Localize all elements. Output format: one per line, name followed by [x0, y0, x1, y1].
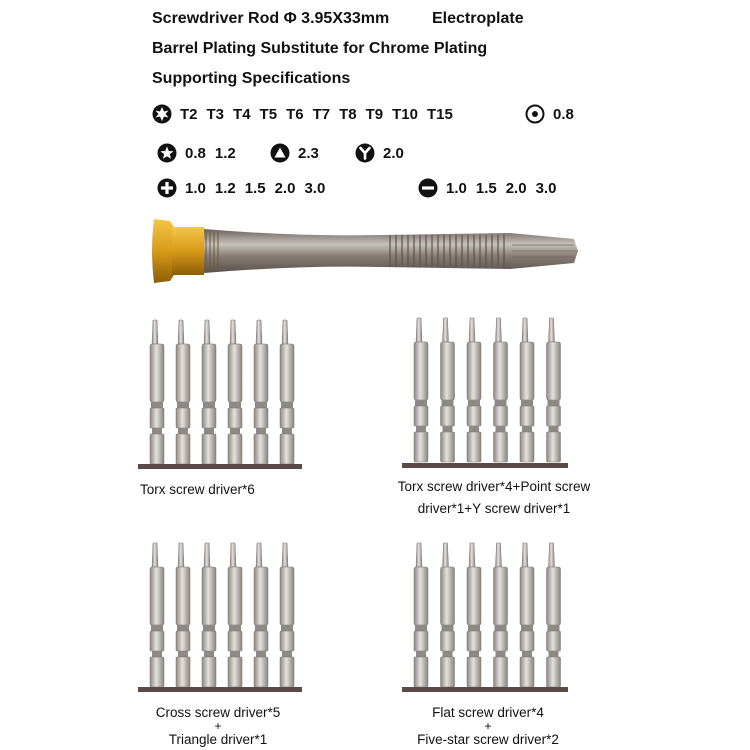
- size: 0.8: [185, 144, 206, 162]
- screwdriver-bit: [441, 318, 455, 462]
- screwdriver-bit: [467, 318, 481, 462]
- bit-stand: [138, 464, 302, 469]
- caption-torx4: [366, 478, 622, 518]
- bits-illustration: [140, 541, 308, 691]
- screwdriver-bit: [254, 320, 268, 464]
- spec-flat: [418, 178, 556, 198]
- caption-cross: [130, 704, 306, 749]
- bit-group-torx4: [404, 316, 568, 466]
- size: 1.5: [475, 179, 497, 197]
- header-line-1b: Electroplate: [432, 10, 524, 27]
- handle-collar: [172, 227, 204, 275]
- screwdriver-bit: [547, 543, 561, 687]
- header-line-3: Supporting Specifications: [152, 70, 351, 87]
- cross-icon: [157, 178, 177, 198]
- screwdriver-bit: [254, 543, 268, 687]
- spec-five-star: [157, 143, 236, 163]
- caption-flat: [390, 704, 586, 749]
- size: 2.3: [298, 144, 319, 162]
- spec-torx: [152, 104, 453, 124]
- y-icon: [355, 143, 375, 163]
- caption-line: driver*1+Y screw driver*1: [417, 501, 571, 516]
- bits-illustration: [140, 318, 308, 468]
- torx-sizes: [180, 106, 453, 123]
- caption-torx6: [140, 481, 300, 499]
- size: T3: [206, 105, 225, 123]
- spec-y: [355, 143, 404, 163]
- spec-point: [525, 104, 574, 124]
- screwdriver-bit: [467, 543, 481, 687]
- screwdriver-bit: [228, 320, 242, 464]
- screwdriver-bit: [520, 543, 534, 687]
- size: T15: [426, 105, 453, 123]
- caption-plus: +: [484, 719, 492, 733]
- caption-text: Torx screw driver*6: [140, 482, 255, 497]
- size: T8: [339, 105, 357, 123]
- bit-group-torx6: [140, 318, 300, 468]
- size: 1.2: [214, 179, 236, 197]
- spec-triangle: [270, 143, 319, 163]
- size: 1.5: [244, 179, 266, 197]
- size: 3.0: [304, 179, 326, 197]
- header-line-2: Barrel Plating Substitute for Chrome Plating: [152, 40, 488, 57]
- size: T2: [180, 105, 198, 123]
- screwdriver-bit: [202, 543, 216, 687]
- screwdriver-bit: [202, 320, 216, 464]
- bit-stand: [402, 687, 568, 692]
- five-star-icon: [157, 143, 177, 163]
- torx-icon: [152, 104, 172, 124]
- caption-line: Flat screw driver*4: [432, 705, 544, 720]
- bit-stand: [138, 687, 302, 692]
- caption-line: Five-star screw driver*2: [417, 732, 559, 747]
- screwdriver-bit: [494, 318, 508, 462]
- size: 3.0: [535, 179, 557, 197]
- size: T4: [233, 105, 251, 123]
- size: T9: [365, 105, 384, 123]
- screwdriver-bit: [150, 543, 164, 687]
- size: 1.0: [446, 179, 467, 197]
- screwdriver-bit: [494, 543, 508, 687]
- screwdriver-bit: [520, 318, 534, 462]
- screwdriver-bit: [228, 543, 242, 687]
- bit-group-flat: [404, 541, 568, 691]
- screwdriver-bit: [150, 320, 164, 464]
- size: 2.0: [383, 144, 404, 162]
- header-line-1a: Screwdriver Rod Φ 3.95X33mm: [152, 10, 390, 27]
- spec-cross: [157, 178, 325, 198]
- caption-line: Triangle driver*1: [168, 732, 268, 747]
- screwdriver-bit: [280, 543, 294, 687]
- bit-group-cross: [140, 541, 300, 691]
- handle-cap: [152, 219, 174, 283]
- screwdriver-bit: [547, 318, 561, 462]
- size: T7: [312, 105, 331, 123]
- screwdriver-bit: [441, 543, 455, 687]
- screwdriver-bit: [414, 543, 428, 687]
- screwdriver-bit: [176, 543, 190, 687]
- size: T6: [286, 105, 304, 123]
- bits-illustration: [404, 541, 572, 691]
- caption-line: Torx screw driver*4+Point screw: [397, 479, 591, 494]
- screwdriver-bit: [176, 320, 190, 464]
- size: 2.0: [505, 179, 527, 197]
- caption-plus: +: [214, 719, 222, 733]
- point-icon: [525, 104, 545, 124]
- screwdriver-bit: [280, 320, 294, 464]
- caption-line: Cross screw driver*5: [155, 705, 281, 720]
- size: 2.0: [274, 179, 296, 197]
- triangle-icon: [270, 143, 290, 163]
- size: 0.8: [553, 105, 574, 123]
- size: T10: [392, 105, 418, 123]
- flat-icon: [418, 178, 438, 198]
- bit-stand: [402, 463, 568, 468]
- bits-illustration: [404, 316, 572, 466]
- screwdriver-bit: [414, 318, 428, 462]
- size: 1.2: [214, 144, 236, 162]
- size: T5: [259, 105, 278, 123]
- screwdriver-handle-image: [150, 215, 580, 287]
- size: 1.0: [185, 179, 206, 197]
